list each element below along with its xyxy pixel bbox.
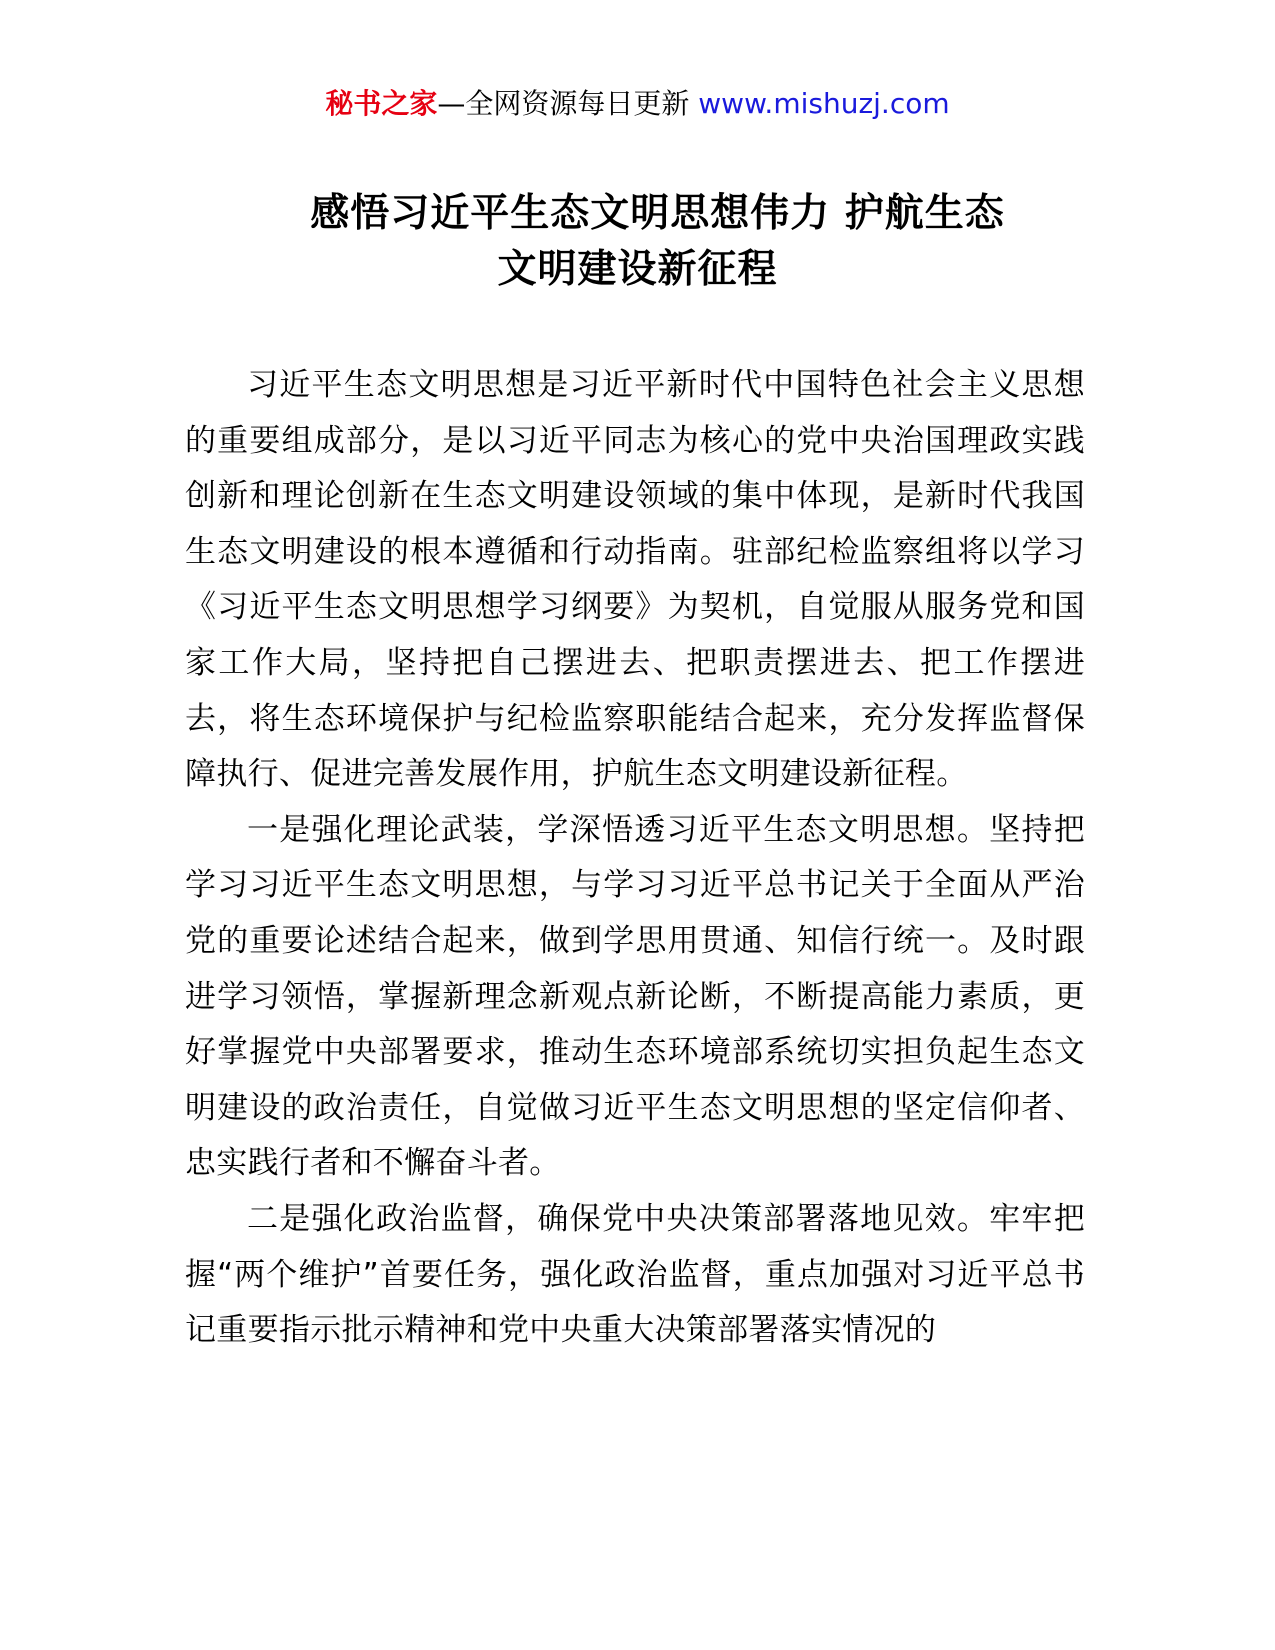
site-brand: 秘书之家 — [325, 87, 438, 120]
paragraph-point-2: 二是强化政治监督，确保党中央决策部署落地见效。牢牢把握“两个维护”首要任务，强化政治监督，重点加强对习近平总书记重要指示批示精神和党中央重大决策部署落实情况的 — [185, 1200, 1085, 1349]
site-tagline: —全网资源每日更新 — [437, 87, 699, 120]
document-title — [0, 186, 1275, 298]
site-header — [0, 84, 1275, 124]
title-line-2: 文明建设新征程 — [497, 247, 778, 292]
paragraph-intro: 习近平生态文明思想是习近平新时代中国特色社会主义思想的重要组成部分，是以习近平同志为核心的党中央治国理政实践创新和理论创新在生态文明建设领域的集中体现，是新时代我国生态文明建设的根本遵循和行动指南。驻部纪检监察组将以学习《习近平生态文明思想学习纲要》为契机，自觉服从服务党和国家工作大局，坚持把自己摆进去、把职责摆进去、把工作摆进去，将生态环境保护与纪检监察职能结合起来，充分发挥监督保障执行、促进完善发展作用，护航生态文明建设新征程。 — [185, 367, 1085, 793]
document-body — [185, 358, 1085, 1359]
paragraph-point-1: 一是强化理论武装，学深悟透习近平生态文明思想。坚持把学习习近平生态文明思想，与学习习近平总书记关于全面从严治党的重要论述结合起来，做到学思用贯通、知信行统一。及时跟进学习领悟，掌握新理念新观点新论断，不断提高能力素质，更好掌握党中央部署要求，推动生态环境部系统切实担负起生态文明建设的政治责任，自觉做习近平生态文明思想的坚定信仰者、忠实践行者和不懈奋斗者。 — [185, 811, 1085, 1182]
title-line-1: 感悟习近平生态文明思想伟力 护航生态 — [310, 191, 1005, 236]
site-url[interactable]: www.mishuzj.com — [698, 87, 950, 120]
